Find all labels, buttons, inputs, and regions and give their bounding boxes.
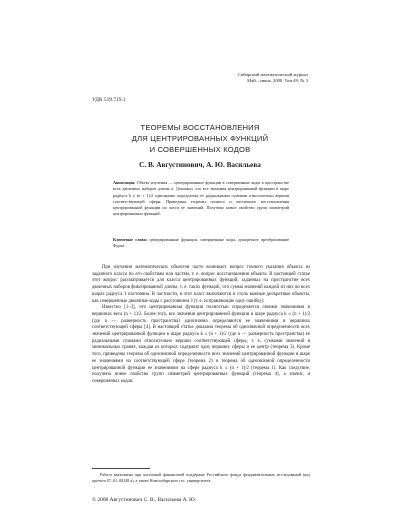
keywords-label: Ключевые слова: [113, 237, 148, 242]
title-line-3: И СОВЕРШЕННЫХ КОДОВ [149, 145, 251, 154]
journal-header [238, 72, 308, 84]
abstract-text: Объект изучения — центрированные функции в совершенные коды в пространстве всех двоичных наборов длины n. Доказано, что все значения центрированной функции в шаре радиуса k ≤ (n + 1)/2 однозначно определены ее радиальными суммами относительно вершин соответствующей сферы. Приведены теоремы полного и частичного восстановления центрированной функции по части ее значений. Получено новое свойство групп симметрий центрированных функций. [113, 180, 290, 217]
title-line-1: ТЕОРЕМЫ ВОССТАНОВЛЕНИЯ [140, 123, 260, 132]
copyright: © 2008 Августинович С. В., Васильева А. Ю. [92, 497, 197, 503]
journal-name: Сибирский математический журнал [237, 72, 308, 77]
keywords [113, 237, 289, 250]
paper-title [80, 122, 320, 155]
keywords-text: центрированные функции, совершенные коды, дискретное преобразование Фурье. [113, 237, 289, 249]
authors: С. В. Августинович, А. Ю. Васильева [139, 161, 261, 169]
title-line-2: ДЛЯ ЦЕНТРИРОВАННЫХ ФУНКЦИЙ [131, 134, 269, 143]
paragraph-1: При изучении математических объектов часто возникает вопрос точного указания объекта из заданного класса по его свойствам или частям, т. е. вопрос восстановления объекта. В настоящей статье этот вопрос рассматривается для класса центрированных функций, заданных на пространстве всех двоичных наборов фиксированной длины, т. е. таких функций, что сумма значений каждой из них во всех шарах радиуса 1 постоянна. В частности, в этот класс включаются и столь важные дискретные объекты, как совершенные двоичные коды с расстоянием 3 (т. е. исправляющие одну ошибку). [92, 265, 310, 304]
footnote: Работа выполнена при частичной финансовой поддержке Российского фонда фундаментальных исследований (код проекта 07–01–00248 а), а также Новосибирского гос. университета. [92, 472, 310, 483]
journal-issue: Май—июнь, 2008. Том 49, № 3 [247, 78, 308, 83]
body-text [92, 265, 310, 386]
abstract [113, 180, 289, 218]
footnote-rule [92, 468, 150, 469]
paragraph-2: Известно [1–3], что центрированная функция полностью определяется своими значениями в вершинах веса (n + 1)/2. Более того, все значения центрированной функции в шаре радиуса k ≤ (n + 1)/2 (где n — размерность пространства) однозначно определяются ее значениями в вершинах соответствующей сферы [4]. В настоящей статье доказана теорема об однозначной определенности всех значений центрированной функции в шаре радиуса k ≤ (n + 1)/2 (где n — размерность пространства) ее радиальными суммами относительно вершин соответствующей сферы, т. е. суммами значений в минимальных гранях, каждая из которых содержит одну вершину сферы и ее центр (теорема 3). Кроме того, приведены теорема об однозначной определенности всех значений центрированной функции в шаре ее значениями на соответствующей сфере (теорема 2) и теорема об однозначной определенности центрированной функции ее значениями на сфере радиуса k ≤ (n + 1)/2 (теорема 1). Как следствие, получено новое свойство групп симметрий центрированных функций (теорема 4), а значит, и совершенных кодов. [92, 305, 310, 384]
udk-code: УДК 519.719.1 [92, 97, 126, 103]
abstract-label: Аннотация. [113, 180, 136, 185]
